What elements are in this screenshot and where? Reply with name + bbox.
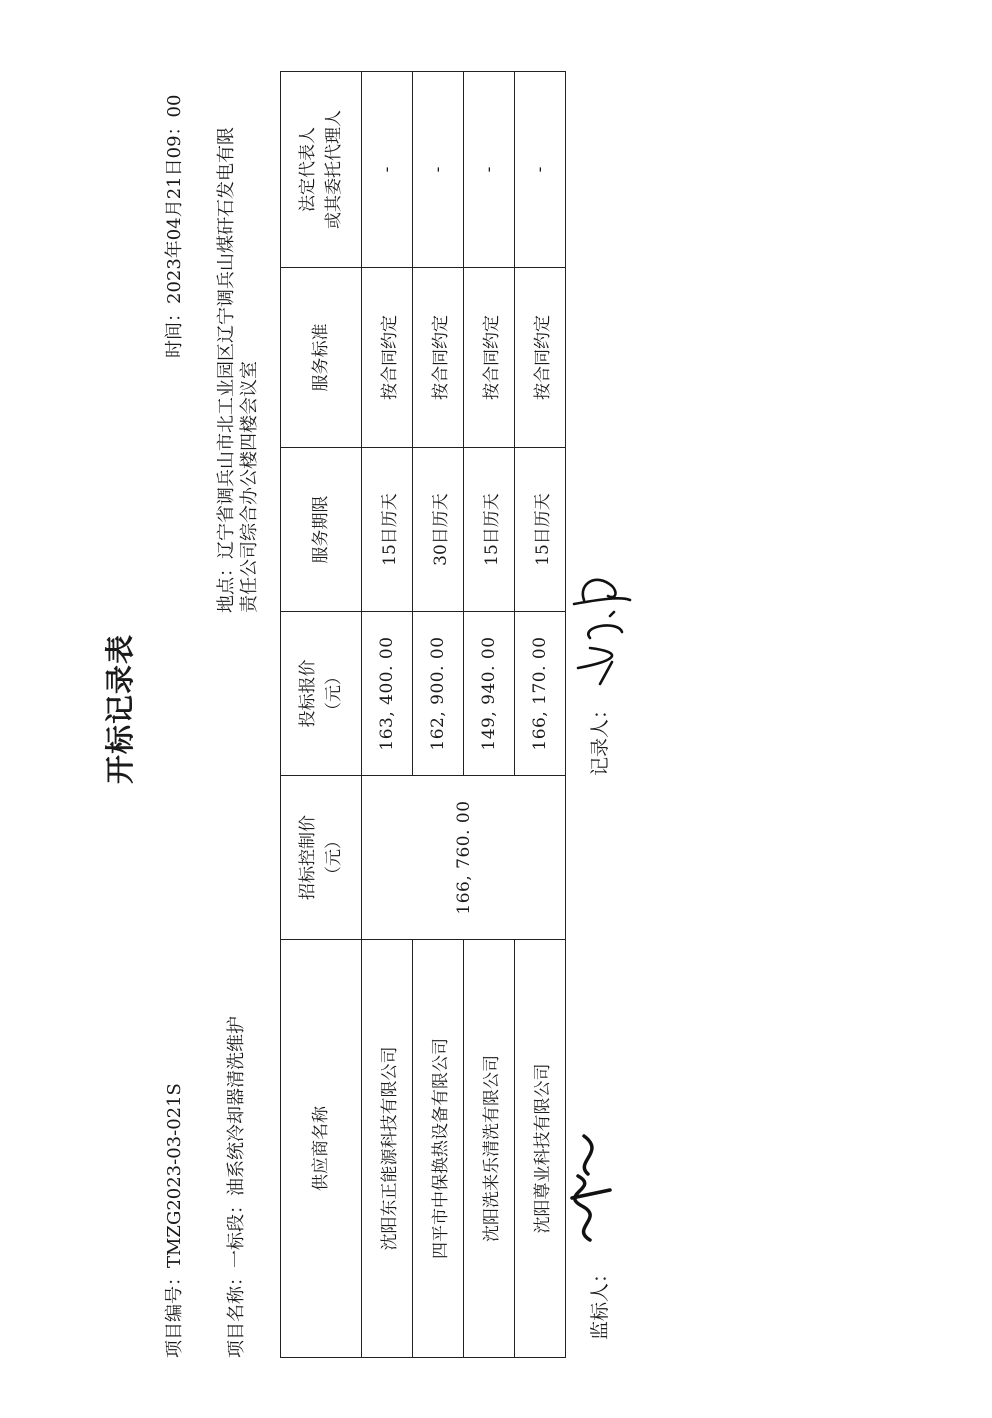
- table-row: [362, 72, 413, 1358]
- project-number-value: TMZG2023-03-021S: [164, 1083, 185, 1268]
- header-representative-line-2: 或其委托代理人: [324, 110, 344, 229]
- service-period: 15日历天: [464, 448, 515, 612]
- project-number-label: 项目编号：: [164, 1268, 185, 1358]
- supplier-name: 四平市中保换热设备有限公司: [413, 940, 464, 1358]
- bid-price: 163, 400. 00: [362, 612, 413, 776]
- header-bid-price: [281, 612, 362, 776]
- service-period: 30日历天: [413, 448, 464, 612]
- header-bid-price-line-2: （元）: [324, 668, 344, 719]
- location-label: 地点：: [216, 559, 237, 613]
- project-name: [222, 1016, 248, 1358]
- supervisor-label: 监标人：: [589, 1263, 611, 1340]
- table-row: [515, 72, 566, 1358]
- control-price: 166, 760. 00: [362, 776, 566, 940]
- document-title: 开标记录表: [103, 634, 137, 785]
- location: [215, 127, 261, 613]
- service-standard: 按合同约定: [515, 268, 566, 448]
- header-control-price-line-1: 招标控制价: [298, 815, 318, 900]
- service-standard: 按合同约定: [362, 268, 413, 448]
- bid-opening-table: [280, 71, 566, 1358]
- representative: -: [464, 72, 515, 268]
- table-row: [413, 72, 464, 1358]
- service-standard: 按合同约定: [413, 268, 464, 448]
- bid-time: [160, 95, 186, 358]
- bid-price: 149, 940. 00: [464, 612, 515, 776]
- header-control-price-line-2: （元）: [324, 832, 344, 883]
- header-bid-price-line-1: 投标报价: [298, 659, 318, 728]
- header-representative-line-1: 法定代表人: [298, 127, 318, 212]
- supplier-name: 沈阳尊业科技有限公司: [515, 940, 566, 1358]
- recorder-label: 记录人：: [589, 699, 611, 776]
- service-period: 15日历天: [515, 448, 566, 612]
- supplier-name: 沈阳洗来乐清洗有限公司: [464, 940, 515, 1358]
- project-name-label: 项目名称：: [226, 1268, 247, 1358]
- supplier-name: 沈阳东正能源科技有限公司: [362, 940, 413, 1358]
- service-standard: 按合同约定: [464, 268, 515, 448]
- header-representative: [281, 72, 362, 268]
- location-line-2: 责任公司综合办公楼四楼会议室: [239, 361, 260, 613]
- recorder-signature-line: [585, 700, 612, 776]
- supervisor-signature: [560, 1128, 620, 1248]
- recorder-signature: [560, 566, 640, 696]
- supervisor-signature-line: [585, 1264, 612, 1340]
- header-supplier: 供应商名称: [281, 940, 362, 1358]
- table-row: [464, 72, 515, 1358]
- project-name-value: 一标段：油系统冷却器清洗维护: [226, 1016, 247, 1268]
- bid-time-label: 时间：: [164, 304, 185, 358]
- header-service-standard: 服务标准: [281, 268, 362, 448]
- service-period: 15日历天: [362, 448, 413, 612]
- location-line-1: 辽宁省调兵山市北工业园区辽宁调兵山煤矸石发电有限: [216, 127, 237, 559]
- bid-time-value: 2023年04月21日09：00: [164, 94, 185, 304]
- bid-price: 162, 900. 00: [413, 612, 464, 776]
- bid-price: 166, 170. 00: [515, 612, 566, 776]
- project-number: [160, 1083, 186, 1358]
- header-control-price: [281, 776, 362, 940]
- representative: -: [362, 72, 413, 268]
- representative: -: [413, 72, 464, 268]
- header-service-period: 服务期限: [281, 448, 362, 612]
- table-header-row: [281, 72, 362, 1358]
- representative: -: [515, 72, 566, 268]
